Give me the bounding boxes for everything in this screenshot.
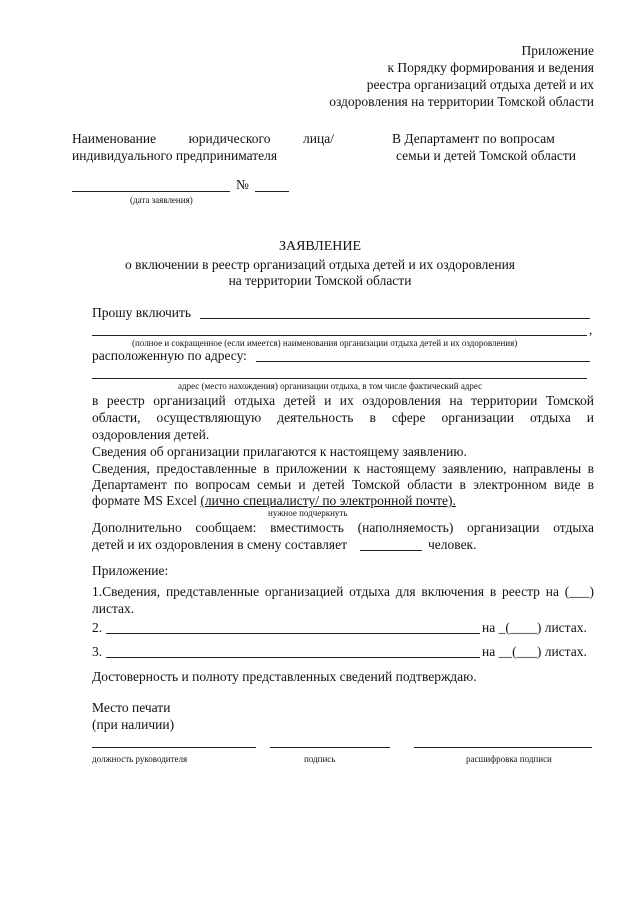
- address-prefix: расположенную по адресу:: [92, 348, 247, 363]
- appendix-item-3-number: 3.: [92, 644, 103, 659]
- stamp-place-note: (при наличии): [92, 717, 175, 732]
- delivery-method-options[interactable]: (лично специалисту/ по электронной почте).: [200, 493, 456, 508]
- applicant-word: Наименование: [72, 131, 157, 146]
- document-title: ЗАЯВЛЕНИЕ: [278, 239, 362, 254]
- underline-caption: нужное подчеркнуть: [268, 508, 348, 518]
- appendix-line: Приложение: [521, 43, 594, 58]
- capacity-suffix: человек.: [428, 537, 477, 552]
- stamp-place-label: Место печати: [92, 700, 171, 715]
- appendix-item-2-suffix: на _(____) листах.: [482, 620, 587, 635]
- appendix-line: к Порядку формирования и ведения: [387, 60, 594, 75]
- position-signature-line[interactable]: [92, 747, 256, 748]
- organization-name-line-2[interactable]: [92, 335, 587, 336]
- paragraph-4-line2: [92, 537, 347, 553]
- request-prefix: Прошу включить: [92, 305, 192, 320]
- paragraph-1-line1: в реестр организаций отдыха детей и их оздоровления на территории Томской: [92, 393, 594, 408]
- address-line[interactable]: [256, 361, 590, 362]
- appendix-item-3-suffix: на __(___) листах.: [482, 644, 587, 659]
- applicant-word: лица/: [303, 131, 334, 146]
- applicant-label-line2: индивидуального предпринимателя: [72, 148, 278, 163]
- signature-caption: подпись: [304, 754, 336, 764]
- signature-decoding-line[interactable]: [414, 747, 592, 748]
- number-field-line[interactable]: [255, 191, 289, 192]
- appendix-item-1-line2: листах.: [92, 601, 135, 616]
- applicant-word: юридического: [188, 131, 271, 146]
- appendix-item-1-line1: 1.Сведения, представленные организацией отдыха для включения в реестр на (___): [92, 584, 594, 599]
- organization-name-caption: (полное и сокращенное (если имеется) наименования организации отдыха детей и их оздоровления): [132, 338, 518, 348]
- paragraph-1-line2: области, осуществляющую деятельность в сфере организации отдыха и: [92, 410, 594, 425]
- paragraph-3-line3: [92, 493, 456, 509]
- addressee-line2: семьи и детей Томской области: [396, 148, 577, 163]
- paragraph-1-line3: оздоровления детей.: [92, 427, 210, 442]
- appendix-note: [329, 42, 594, 110]
- address-caption: адрес (место нахождения) организации отдыха, в том числе фактический адрес: [178, 381, 483, 391]
- organization-name-line[interactable]: [200, 318, 590, 319]
- address-line-2[interactable]: [92, 378, 587, 379]
- paragraph-4-line1: Дополнительно сообщаем: вместимость (наполняемость) организации отдыха: [92, 520, 594, 535]
- paragraph-3-line2: Департамент по вопросам семьи и детей Томской области в электронном виде в: [92, 477, 594, 492]
- addressee-line1: В Департамент по вопросам: [392, 131, 555, 146]
- document-subtitle-line2: на территории Томской области: [228, 273, 412, 288]
- decoding-caption: расшифровка подписи: [466, 754, 552, 764]
- capacity-field-line[interactable]: [360, 550, 422, 551]
- comma: ,: [589, 322, 593, 337]
- appendix-line: оздоровления на территории Томской области: [329, 94, 594, 109]
- date-caption: (дата заявления): [130, 195, 193, 205]
- capacity-prefix: детей и их оздоровления в смену составляет: [92, 537, 348, 552]
- signature-line[interactable]: [270, 747, 390, 748]
- applicant-label-line1: [72, 131, 334, 147]
- confirmation-text: Достоверность и полноту представленных сведений подтверждаю.: [92, 669, 477, 684]
- appendix-item-2-line[interactable]: [106, 633, 480, 634]
- appendix-heading: Приложение:: [92, 563, 169, 578]
- position-caption: должность руководителя: [92, 754, 188, 764]
- number-sign: №: [236, 177, 249, 192]
- appendix-item-3-line[interactable]: [106, 657, 480, 658]
- paragraph-3-line1: Сведения, предоставленные в приложении к настоящему заявлению, направлены в: [92, 461, 594, 476]
- appendix-item-2-number: 2.: [92, 620, 103, 635]
- document-subtitle-line1: о включении в реестр организаций отдыха детей и их оздоровления: [124, 257, 516, 272]
- paragraph-2: Сведения об организации прилагаются к настоящему заявлению.: [92, 444, 467, 459]
- appendix-line: реестра организаций отдыха детей и их: [366, 77, 594, 92]
- paragraph-3-prefix: формате MS Excel: [92, 493, 201, 508]
- date-field-line[interactable]: [72, 191, 230, 192]
